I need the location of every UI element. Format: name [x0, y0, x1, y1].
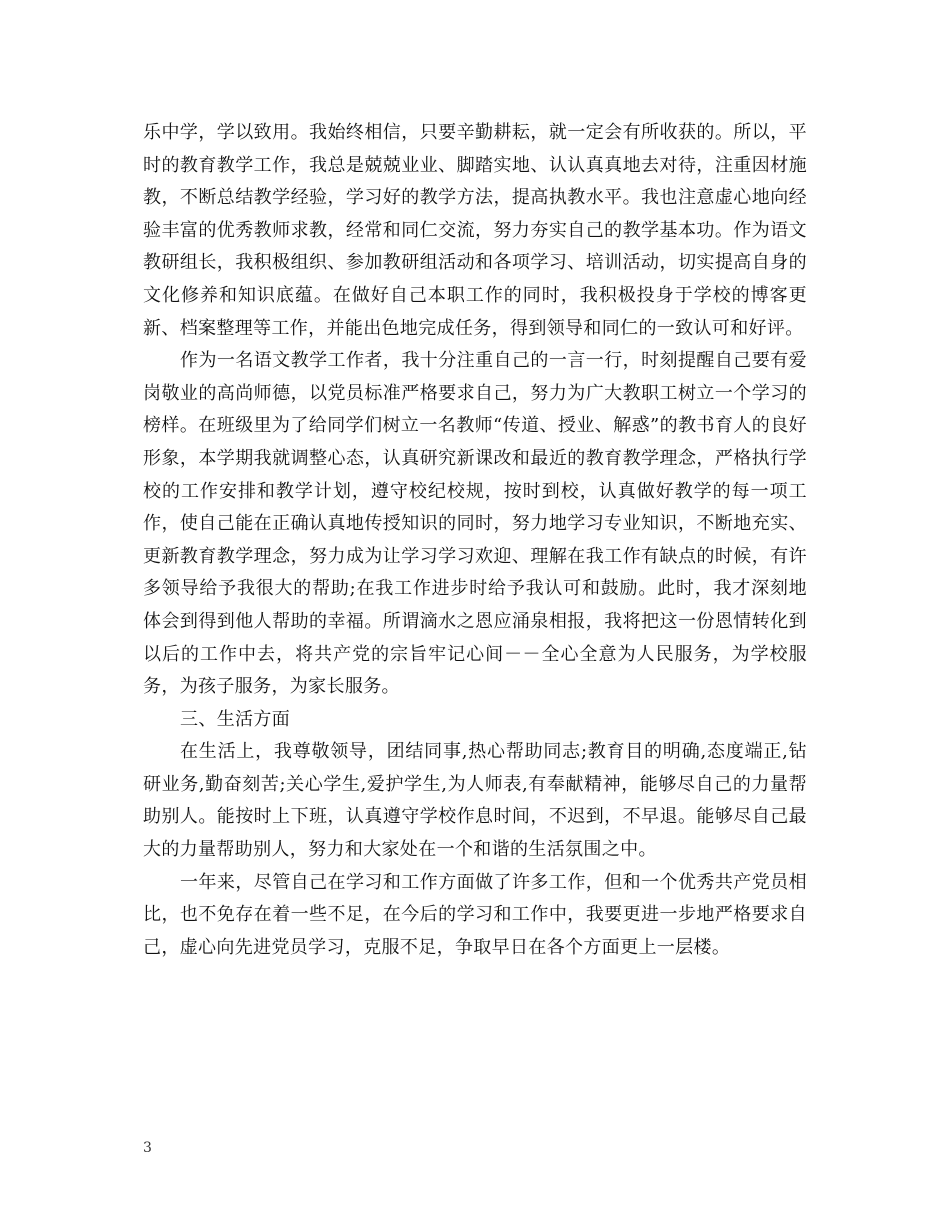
body-text — [143, 117, 807, 964]
section-heading-life: 三、生活方面 — [180, 708, 291, 730]
paragraph-life: 在生活上，我尊敬领导，团结同事,热心帮助同志;教育目的明确,态度端正,钻研业务,勤奋刻苦;关心学生,爱护学生,为人师表,有奉献精神，能够尽自己的力量帮助别人。能按时上下班，认真遵守学校作息时间，不迟到，不早退。能够尽自己最大的力量帮助别人，努力和大家处在一个和谐的生活氛围之中。 — [143, 741, 807, 861]
page-number: 3 — [143, 1140, 152, 1156]
paragraph-teaching-ethics: 作为一名语文教学工作者，我十分注重自己的一言一行，时刻提醒自己要有爱岗敬业的高尚师德，以党员标准严格要求自己，努力为广大教职工树立一个学习的榜样。在班级里为了给同学们树立一名教师“传道、授业、解惑”的教书育人的良好形象，本学期我就调整心态，认真研究新课改和最近的教育教学理念，严格执行学校的工作安排和教学计划，遵守校纪校规，按时到校，认真做好教学的每一项工作，使自己能在正确认真地传授知识的同时，努力地学习专业知识，不断地充实、更新教育教学理念，努力成为让学习学习欢迎、理解在我工作有缺点的时候，有许多领导给予我很大的帮助;在我工作进步时给予我认可和鼓励。此时，我才深刻地体会到得到他人帮助的幸福。所谓滴水之恩应涌泉相报，我将把这一份恩情转化到以后的工作中去，将共产党的宗旨牢记心间－－全心全意为人民服务，为学校服务，为孩子服务，为家长服务。 — [143, 350, 807, 698]
paragraph-continuation: 乐中学，学以致用。我始终相信，只要辛勤耕耘，就一定会有所收获的。所以，平时的教育教学工作，我总是兢兢业业、脚踏实地、认认真真地去对待，注重因材施教，不断总结教学经验，学习好的教学方法，提高执教水平。我也注意虚心地向经验丰富的优秀教师求教，经常和同仁交流，努力夯实自己的教学基本功。作为语文教研组长，我积极组织、参加教研组活动和各项学习、培训活动，切实提高自身的文化修养和知识底蕴。在做好自己本职工作的同时，我积极投身于学校的博客更新、档案整理等工作，并能出色地完成任务，得到领导和同仁的一致认可和好评。 — [143, 122, 807, 339]
paragraph-summary: 一年来，尽管自己在学习和工作方面做了许多工作，但和一个优秀共产党员相比，也不免存在着一些不足，在今后的学习和工作中，我要更进一步地严格要求自己，虚心向先进党员学习，克服不足，争取早日在各个方面更上一层楼。 — [143, 871, 807, 958]
